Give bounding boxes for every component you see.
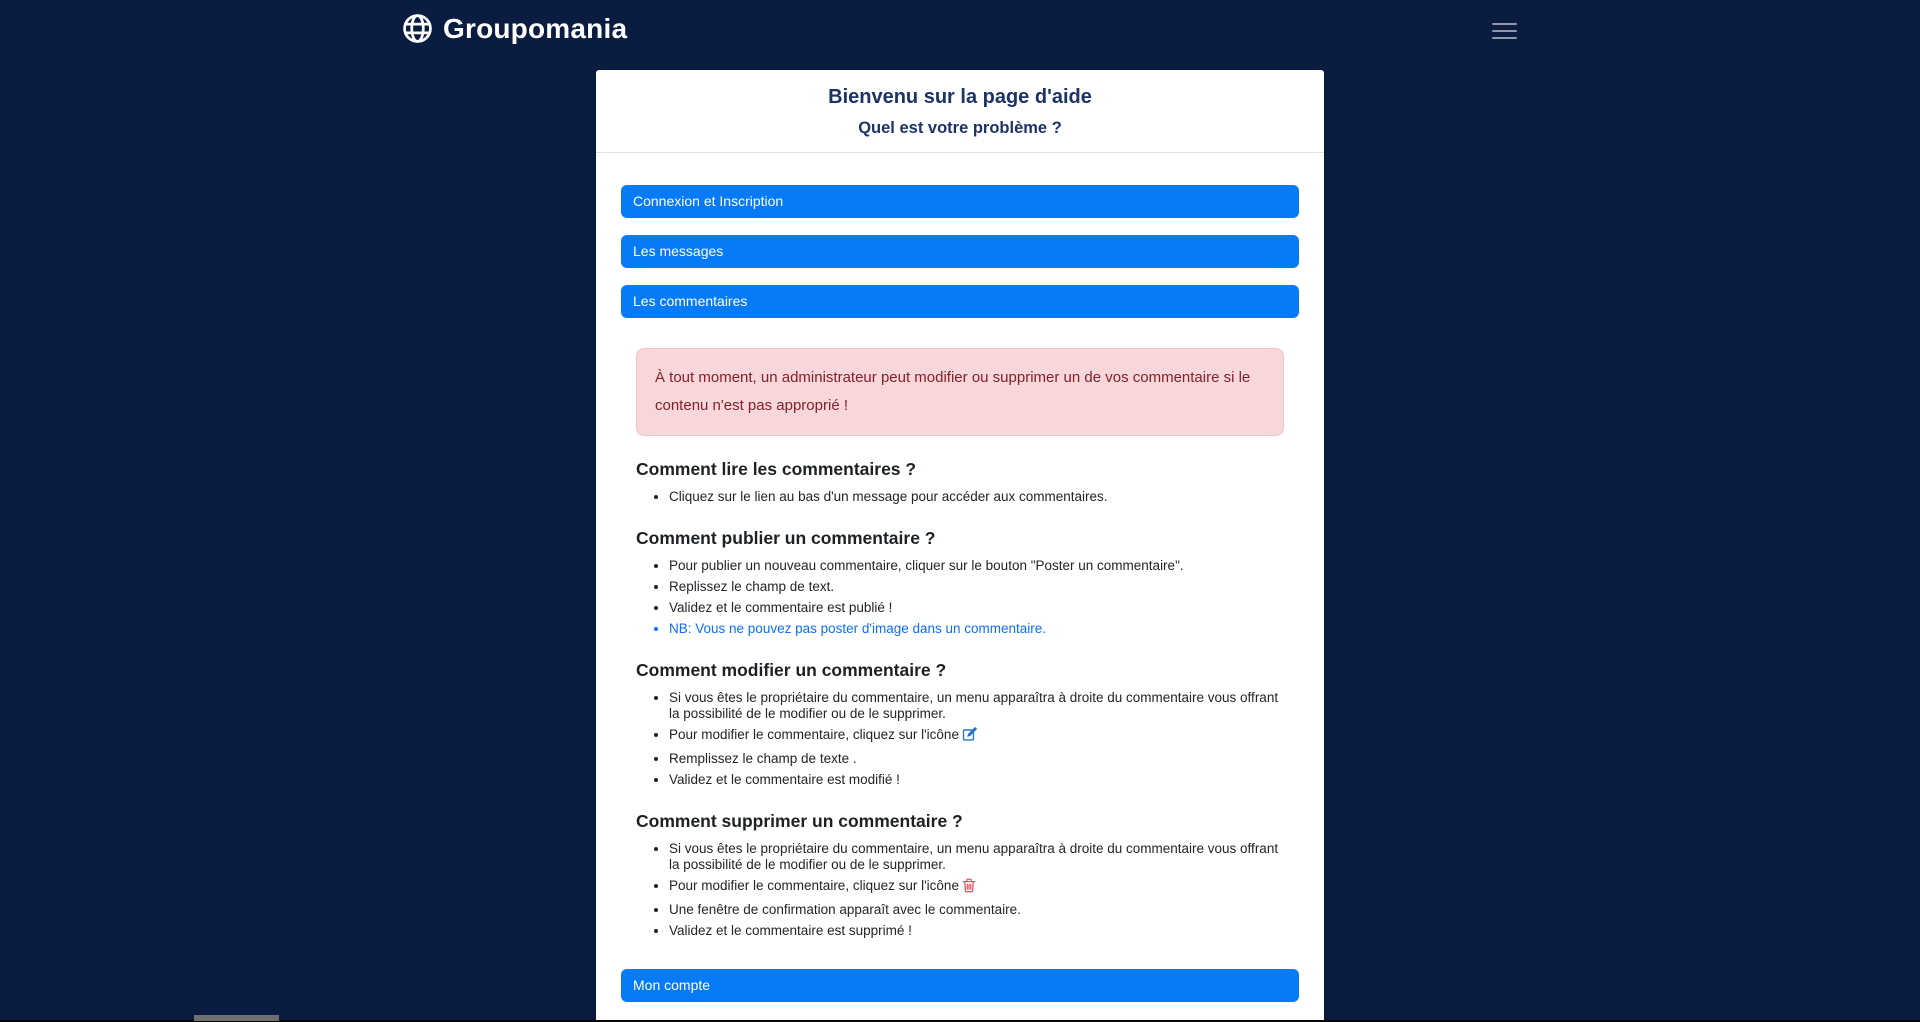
help-card-body [596, 153, 1324, 1022]
help-section-heading: Comment publier un commentaire ? [636, 528, 936, 548]
help-list-item: • Pour modifier le commentaire, cliquez sur l'icône [669, 727, 1284, 746]
top-navbar [0, 0, 1920, 57]
accordion-button-1[interactable]: Les messages [621, 235, 1299, 268]
help-list [636, 841, 1284, 939]
admin-warning-alert: À tout moment, un administrateur peut modifier ou supprimer un de vos commentaire si le contenu n'est pas approprié ! [636, 348, 1284, 436]
help-section-heading: Comment lire les commentaires ? [636, 459, 917, 479]
page-subtitle: Quel est votre problème ? [858, 119, 1062, 137]
help-card-header [596, 70, 1324, 153]
help-section-heading: Comment supprimer un commentaire ? [636, 811, 963, 831]
help-list-item: • Cliquez sur le lien au bas d'un message pour accéder aux commentaires. [669, 489, 1284, 505]
help-section [636, 528, 1284, 637]
accordion-button-mon-compte[interactable]: Mon compte [621, 969, 1299, 1002]
help-section [636, 811, 1284, 939]
help-list [636, 558, 1284, 637]
help-list-item: • Si vous êtes le propriétaire du commentaire, un menu apparaîtra à droite du commentaire vous offrant la possibilité de le modifier ou de le supprimer. [669, 690, 1284, 722]
edit-icon [962, 727, 977, 746]
help-list-item: • Si vous êtes le propriétaire du commentaire, un menu apparaîtra à droite du commentaire vous offrant la possibilité de le modifier ou de le supprimer. [669, 841, 1284, 873]
help-list-item: • Validez et le commentaire est supprimé ! [669, 923, 1284, 939]
page-title: Bienvenu sur la page d'aide [828, 86, 1092, 108]
globe-icon [401, 12, 434, 45]
help-section-heading: Comment modifier un commentaire ? [636, 660, 947, 680]
help-list-item: • Replissez le champ de text. [669, 579, 1284, 595]
help-list-item: • Pour modifier le commentaire, cliquez sur l'icône [669, 878, 1284, 897]
help-list-item: • Remplissez le champ de texte . [669, 751, 1284, 767]
help-list [636, 489, 1284, 505]
help-list-item: • NB: Vous ne pouvez pas poster d'image dans un commentaire. [669, 621, 1284, 637]
help-list-item: • Pour publier un nouveau commentaire, cliquer sur le bouton "Poster un commentaire". [669, 558, 1284, 574]
trash-icon [962, 878, 976, 897]
comments-accordion-panel [621, 335, 1299, 939]
brand-name: Groupomania [443, 12, 628, 44]
help-card [596, 70, 1324, 1022]
status-chip [194, 1015, 279, 1021]
help-list-item: • Validez et le commentaire est modifié ! [669, 772, 1284, 788]
brand-logo[interactable] [401, 12, 627, 45]
help-list-item: • Validez et le commentaire est publié ! [669, 600, 1284, 616]
accordion-button-2[interactable]: Les commentaires [621, 285, 1299, 318]
help-section [636, 459, 1284, 505]
help-section [636, 660, 1284, 788]
accordion-button-0[interactable]: Connexion et Inscription [621, 185, 1299, 218]
help-list-item: • Une fenêtre de confirmation apparaît avec le commentaire. [669, 902, 1284, 918]
help-list [636, 690, 1284, 788]
hamburger-icon[interactable] [1490, 17, 1519, 45]
